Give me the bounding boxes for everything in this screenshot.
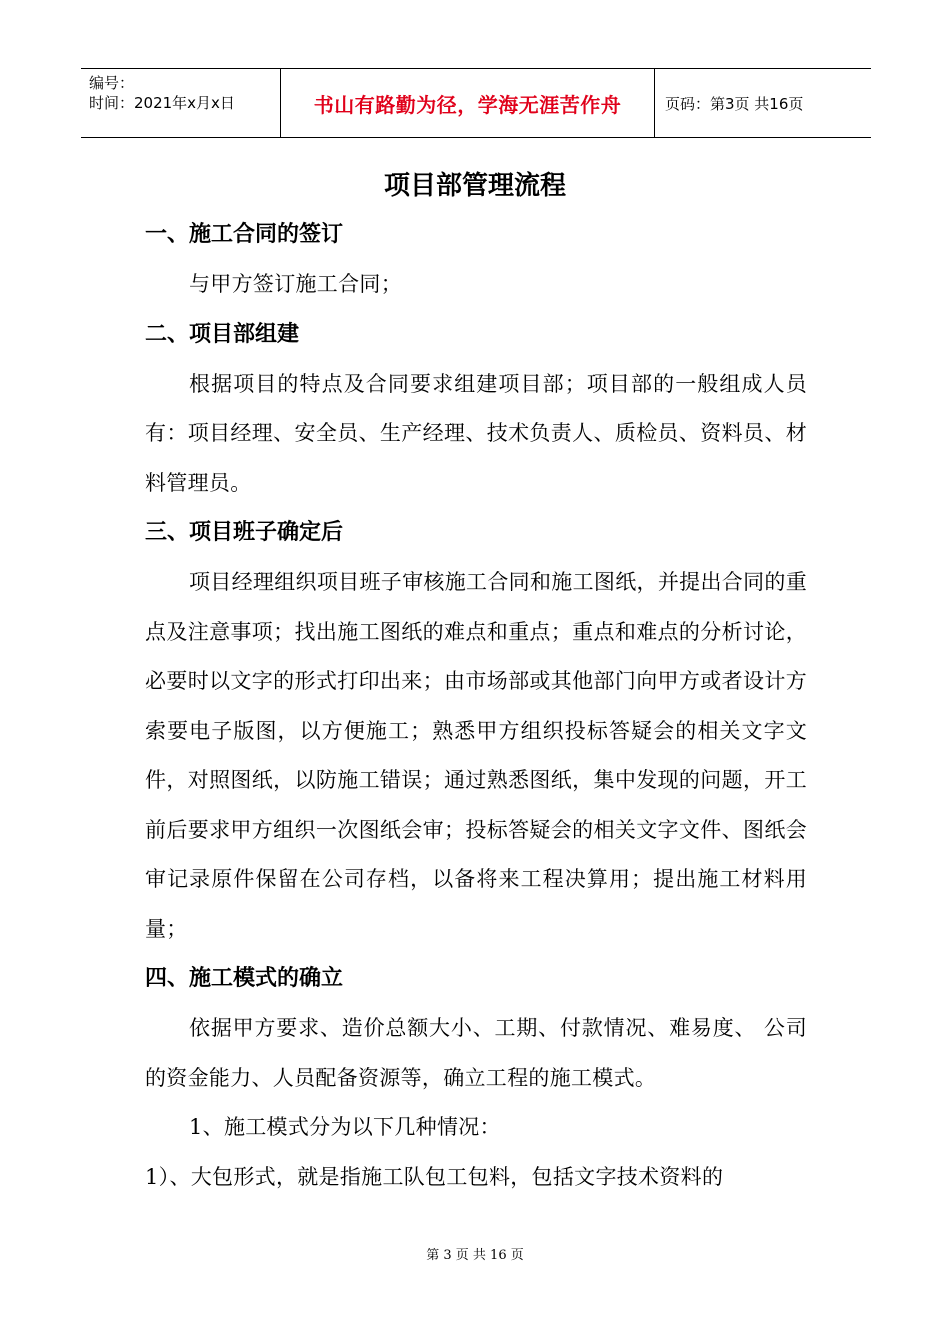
header-motto: 书山有路勤为径，学海无涯苦作舟 — [281, 69, 655, 137]
section-heading-3: 三、项目班子确定后 — [145, 520, 344, 545]
section-1-paragraph: 与甲方签订施工合同； — [189, 272, 402, 296]
time-label: 时间：2021年x月x日 — [89, 94, 235, 112]
header-page-info: 页码：第3页 共16页 — [665, 94, 804, 113]
document-body — [145, 210, 807, 1202]
section-4-paragraph-1: 依据甲方要求、造价总额大小、工期、付款情况、难易度、 公司的资金能力、人员配备资源等，确立工程的施工模式。 — [145, 1016, 807, 1090]
document-title: 项目部管理流程 — [383, 171, 566, 201]
section-4-paragraph-3: 1）、大包形式，就是指施工队包工包料，包括文字技术资料的 — [145, 1164, 724, 1189]
section-heading-1: 一、施工合同的签订 — [145, 222, 344, 247]
number-label: 编号： — [89, 74, 135, 92]
section-4-paragraph-2: 1、施工模式分为以下几种情况： — [189, 1115, 501, 1139]
header-meta-cell — [81, 69, 281, 137]
section-2-paragraph: 根据项目的特点及合同要求组建项目部；项目部的一般组成人员有：项目经理、安全员、生产经理、技术负责人、质检员、资料员、材料管理员。 — [145, 371, 807, 495]
page-footer: 第 3 页 共 16 页 — [426, 1248, 524, 1263]
section-heading-4: 四、施工模式的确立 — [145, 966, 344, 991]
header-table — [81, 68, 871, 138]
section-heading-2: 二、项目部组建 — [145, 321, 300, 347]
section-3-paragraph: 项目经理组织项目班子审核施工合同和施工图纸，并提出合同的重点及注意事项；找出施工图纸的难点和重点；重点和难点的分析讨论，必要时以文字的形式打印出来；由市场部或其他部门向甲方或者设计方索要电子版图，以方便施工；熟悉甲方组织投标答疑会的相关文字文件，对照图纸，以防施工错误；通过熟悉图纸，集中发现的问题，开工前后要求甲方组织一次图纸会审；投标答疑会的相关文字文件、图纸会审记录原件保留在公司存档，以备将来工程决算用；提出施工材料用量； — [145, 570, 807, 941]
